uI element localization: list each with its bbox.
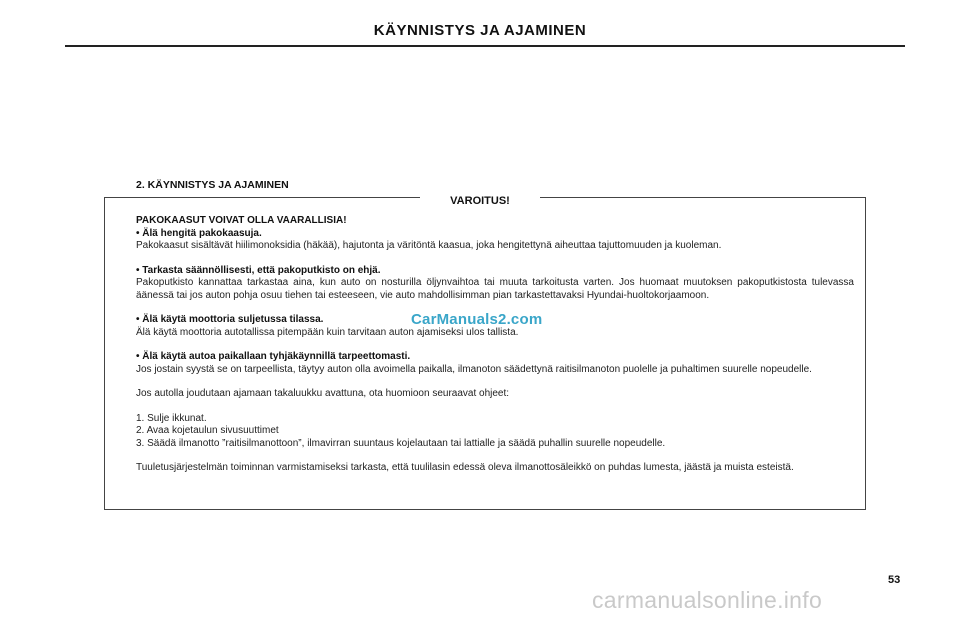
trunk-note: Jos autolla joudutaan ajamaan takaluukku avattuna, ota huomioon seuraavat ohjeet: bbox=[136, 388, 510, 399]
warning-main-heading: PAKOKAASUT VOIVAT OLLA VAARALLISIA! bbox=[136, 215, 347, 226]
closing-note: Tuuletusjärjestelmän toiminnan varmistamiseksi tarkasta, että tuulilasin edessä oleva ilmanottosäleikkö on puhdas lumesta, jäästä ja muista esteistä. bbox=[136, 462, 794, 473]
page-title: KÄYNNISTYS JA AJAMINEN bbox=[373, 22, 587, 39]
warning-title: VAROITUS! bbox=[420, 195, 540, 207]
item-heading-idle: • Älä käytä autoa paikallaan tyhjäkäynnillä tarpeettomasti. bbox=[136, 351, 411, 362]
watermark-carmanuals2: CarManuals2.com bbox=[411, 311, 543, 328]
step-item: 2. Avaa kojetaulun sivusuuttimet bbox=[136, 425, 279, 436]
page-number: 53 bbox=[888, 574, 901, 586]
section-heading: 2. KÄYNNISTYS JA AJAMINEN bbox=[136, 179, 289, 191]
warning-content bbox=[136, 215, 854, 475]
item-text-idle: Jos jostain syystä se on tarpeellista, täytyy auton olla avoimella paikalla, ilmanoton säädettynä raitisilmanoton puolelle ja puhaltimen suurelle nopeudelle. bbox=[136, 363, 812, 375]
watermark-carmanualsonline: carmanualsonline.info bbox=[592, 587, 823, 613]
item-heading-breathe: • Älä hengitä pakokaasuja. bbox=[136, 227, 262, 239]
header-divider bbox=[65, 45, 905, 47]
item-text-exhaust-check: Pakoputkisto kannattaa tarkastaa aina, kun auto on nosturilla öljynvaihtoa tai muuta tarkoitusta varten. Jos huomaat muutoksen pakoputkistosta tulevassa äänessä tai jos auton pohja osuu tiehen tai esteeseen, vie auto mahdollisimman pian tarkastettavaksi Hyundai-huoltokorjaamoon. bbox=[136, 277, 854, 301]
warning-title-wrap bbox=[0, 191, 960, 209]
item-heading-exhaust-check: • Tarkasta säännöllisesti, että pakoputkisto on ehjä. bbox=[136, 264, 381, 276]
item-text-closed-space: Älä käytä moottoria autotallissa pitempään kuin tarvitaan auton ajamiseksi ulos tallista. bbox=[136, 326, 519, 338]
step-item: 3. Säädä ilmanotto ”raitisilmanottoon”, ilmavirran suuntaus kojelautaan tai lattialle ja säädä puhallin suurelle nopeudelle. bbox=[136, 437, 666, 449]
step-item: 1. Sulje ikkunat. bbox=[136, 412, 207, 424]
item-text-breathe: Pakokaasut sisältävät hiilimonoksidia (häkää), hajutonta ja väritöntä kaasua, joka hengitettynä aiheuttaa tajuttomuuden ja kuoleman. bbox=[136, 240, 722, 251]
item-heading-closed-space: • Älä käytä moottoria suljetussa tilassa. bbox=[136, 314, 324, 325]
